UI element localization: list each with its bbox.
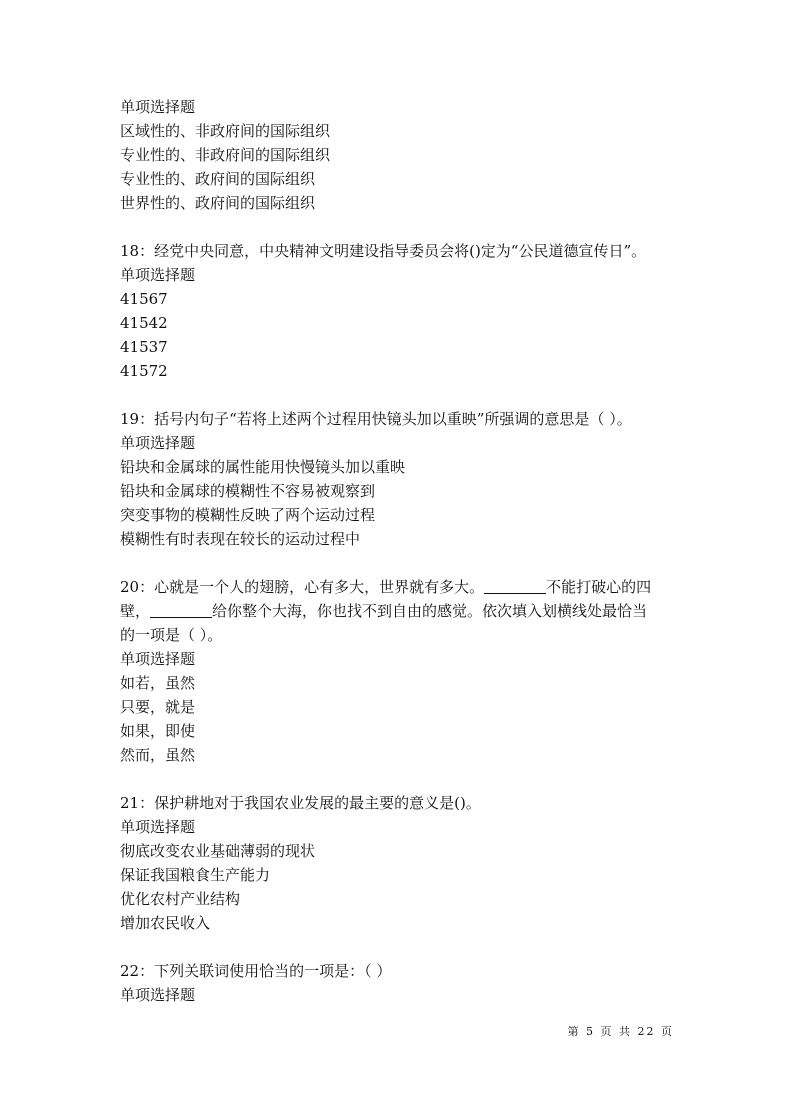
stem-text: 给你整个大海，你也找不到自由的感觉。依次填入划横线处最恰当 bbox=[212, 602, 648, 620]
document-body bbox=[120, 95, 680, 1007]
fill-blank-2 bbox=[150, 602, 212, 618]
option-d: 世界性的、政府间的国际组织 bbox=[120, 194, 316, 212]
option-a: 如若，虽然 bbox=[120, 674, 196, 692]
question-stem-line-1 bbox=[120, 575, 680, 599]
option-c: 专业性的、政府间的国际组织 bbox=[120, 170, 316, 188]
question-18 bbox=[120, 239, 680, 383]
option-b: 41542 bbox=[120, 314, 168, 332]
option-c: 优化农村产业结构 bbox=[120, 890, 241, 908]
stem-text: 不能打破心的四 bbox=[546, 578, 652, 596]
option-b: 只要，就是 bbox=[120, 698, 196, 716]
option-d: 41572 bbox=[120, 362, 168, 380]
option-c: 突变事物的模糊性反映了两个运动过程 bbox=[120, 506, 376, 524]
option-a: 区域性的、非政府间的国际组织 bbox=[120, 122, 331, 140]
question-type-label: 单项选择题 bbox=[120, 434, 196, 452]
question-type-label: 单项选择题 bbox=[120, 986, 196, 1004]
option-d: 模糊性有时表现在较长的运动过程中 bbox=[120, 530, 361, 548]
question-type-label: 单项选择题 bbox=[120, 650, 196, 668]
prev-question-block bbox=[120, 95, 680, 215]
question-19 bbox=[120, 407, 680, 551]
question-type-label: 单项选择题 bbox=[120, 818, 196, 836]
question-stem-line-2 bbox=[120, 599, 680, 623]
question-type-label: 单项选择题 bbox=[120, 98, 196, 116]
question-stem: 19：括号内句子“若将上述两个过程用快镜头加以重映”所强调的意思是（ ）。 bbox=[120, 410, 632, 428]
fill-blank-1 bbox=[484, 578, 546, 594]
question-22 bbox=[120, 959, 680, 1007]
option-a: 41567 bbox=[120, 290, 168, 308]
option-d: 增加农民收入 bbox=[120, 914, 211, 932]
question-stem: 18：经党中央同意，中央精神文明建设指导委员会将()定为“公民道德宣传日”。 bbox=[120, 242, 647, 260]
question-stem: 21：保护耕地对于我国农业发展的最主要的意义是()。 bbox=[120, 794, 481, 812]
question-stem-line-3: 的一项是（ ）。 bbox=[120, 626, 223, 644]
page-number-footer: 第 5 页 共 22 页 bbox=[567, 1025, 674, 1038]
option-b: 保证我国粮食生产能力 bbox=[120, 866, 271, 884]
question-type-label: 单项选择题 bbox=[120, 266, 196, 284]
question-21 bbox=[120, 791, 680, 935]
option-a: 彻底改变农业基础薄弱的现状 bbox=[120, 842, 316, 860]
stem-text: 壁， bbox=[120, 602, 151, 620]
option-a: 铅块和金属球的属性能用快慢镜头加以重映 bbox=[120, 458, 406, 476]
option-b: 铅块和金属球的模糊性不容易被观察到 bbox=[120, 482, 376, 500]
stem-text: 20：心就是一个人的翅膀，心有多大，世界就有多大。 bbox=[120, 578, 485, 596]
option-c: 41537 bbox=[120, 338, 168, 356]
option-c: 如果，即使 bbox=[120, 722, 196, 740]
option-b: 专业性的、非政府间的国际组织 bbox=[120, 146, 331, 164]
option-d: 然而，虽然 bbox=[120, 746, 196, 764]
question-20 bbox=[120, 575, 680, 767]
question-stem: 22：下列关联词使用恰当的一项是：（ ） bbox=[120, 962, 392, 980]
